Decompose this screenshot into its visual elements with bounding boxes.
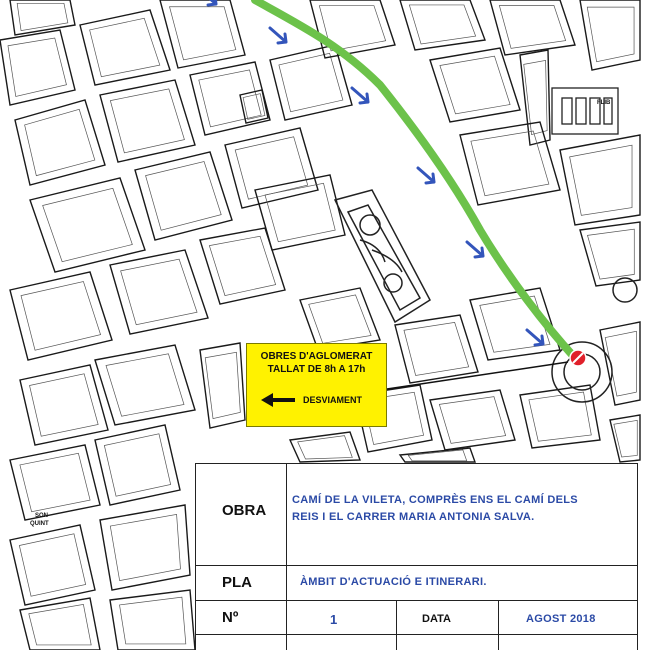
block-parcel-outline [587, 229, 634, 279]
direction-arrow-icon [200, 0, 216, 5]
city-block [400, 0, 485, 50]
block-parcel-outline [21, 282, 101, 351]
left-arrow-icon [261, 392, 295, 408]
block-parcel-outline [209, 236, 275, 295]
city-block [430, 390, 515, 450]
block-parcel-outline [235, 137, 308, 199]
city-block [30, 178, 145, 272]
block-parcel-outline [440, 56, 510, 114]
city-block [560, 135, 640, 225]
map-features [200, 0, 637, 402]
direction-arrow-icon [527, 330, 543, 345]
pla-label: PLA [222, 574, 252, 591]
number-label: Nº [222, 609, 239, 626]
place-label-left-2: QUINT [30, 521, 49, 527]
obra-value-line-1: CAMÍ DE LA VILETA, COMPRÈS ENS EL CAMÍ DELS [292, 494, 578, 506]
city-block [20, 598, 100, 650]
city-block [10, 445, 100, 520]
block-parcel-outline [19, 534, 85, 596]
block-parcel-outline [471, 131, 549, 196]
block-parcel-outline [110, 89, 184, 153]
block-parcel-outline [106, 354, 184, 416]
city-block [490, 0, 575, 55]
roundabout [552, 278, 637, 402]
block-parcel-outline [298, 436, 353, 459]
block-parcel-outline [121, 259, 197, 325]
notice-title [247, 350, 386, 376]
block-parcel-outline [30, 374, 99, 436]
works-notice-box [246, 343, 387, 427]
city-block [225, 128, 318, 208]
city-block [80, 10, 170, 85]
obra-label: OBRA [222, 502, 267, 519]
block-parcel-outline [120, 597, 186, 644]
city-block [430, 48, 520, 122]
notice-line-2: TALLAT DE 8h A 17h [267, 364, 366, 375]
city-block [270, 45, 352, 120]
block-parcel-outline [104, 434, 170, 496]
block-parcel-outline [279, 53, 343, 112]
city-block [190, 62, 270, 135]
pla-value: ÀMBIT D'ACTUACIÓ E ITINERARI. [300, 576, 487, 588]
city-block [10, 0, 75, 35]
block-parcel-outline [8, 38, 67, 97]
road-closure-icon [570, 350, 586, 366]
building-complex [552, 88, 618, 134]
direction-arrow-icon [270, 28, 286, 43]
park-plaza [335, 190, 430, 322]
city-block [10, 525, 95, 605]
city-block [95, 345, 195, 425]
date-value: AGOST 2018 [526, 613, 596, 625]
city-block [160, 0, 245, 68]
city-block [100, 80, 195, 162]
block-parcel-outline [17, 3, 68, 30]
direction-arrows [200, 0, 543, 345]
direction-arrow-icon [467, 242, 483, 257]
direction-arrow-icon [352, 88, 368, 103]
place-label-top-right: FLIB [597, 100, 611, 106]
block-parcel-outline [265, 183, 335, 242]
city-block [460, 122, 560, 205]
block-parcel-outline [439, 397, 505, 444]
block-parcel-outline [605, 331, 636, 396]
block-parcel-outline [529, 392, 591, 441]
number-value: 1 [330, 612, 338, 627]
block-parcel-outline [587, 7, 634, 62]
block-parcel-outline [29, 604, 91, 645]
block-parcel-outline [404, 322, 469, 375]
city-block [580, 0, 640, 70]
obra-value [292, 492, 634, 526]
city-block [135, 152, 232, 240]
block-parcel-outline [20, 453, 90, 512]
block-parcel-outline [110, 514, 180, 580]
block-parcel-outline [309, 295, 371, 343]
city-block [110, 250, 208, 334]
block-parcel-outline [90, 18, 160, 77]
direction-arrow-icon [418, 168, 434, 183]
city-block [255, 175, 345, 250]
block-parcel-outline [409, 5, 475, 44]
block-parcel-outline [43, 188, 133, 261]
block-parcel-outline [170, 7, 236, 60]
title-block-table [195, 463, 638, 650]
notice-pointer-line [387, 362, 568, 389]
city-block [10, 272, 112, 360]
city-block [95, 425, 180, 505]
date-label: DATA [422, 613, 451, 625]
city-block [20, 365, 108, 445]
obra-value-line-2: REIS I EL CARRER MARIA ANTONIA SALVA. [292, 511, 535, 523]
block-parcel-outline [499, 6, 565, 49]
notice-line-1: OBRES D'AGLOMERAT [260, 351, 373, 362]
block-parcel-outline [25, 109, 95, 175]
place-label-left-1: SON [35, 513, 49, 519]
block-parcel-outline [243, 94, 265, 120]
city-block [580, 222, 640, 286]
block-parcel-outline [205, 352, 240, 418]
block-parcel-outline [570, 145, 632, 215]
block-parcel-outline [146, 162, 222, 231]
city-block [310, 0, 395, 58]
detour-label: DESVIAMENT [303, 395, 363, 405]
